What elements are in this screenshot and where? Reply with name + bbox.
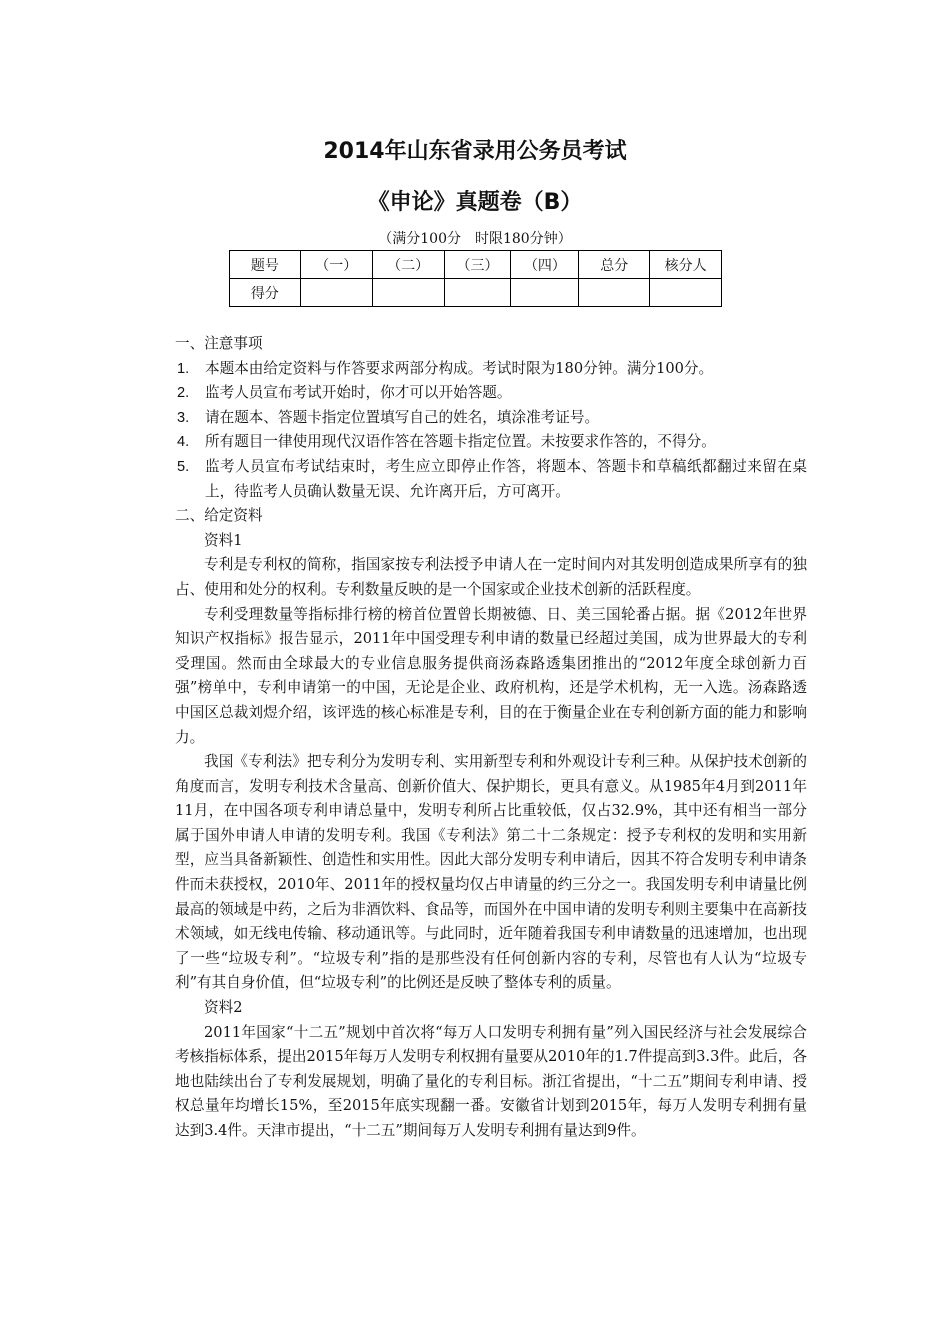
score-header-cell: 核分人 [650, 251, 722, 279]
notes-list [175, 357, 807, 505]
score-cell [300, 279, 372, 307]
score-table-header-row [230, 251, 722, 279]
score-header-cell: 总分 [579, 251, 650, 279]
notes-list-item [175, 406, 807, 431]
score-header-cell: （四） [511, 251, 579, 279]
list-number: 2. [177, 385, 190, 402]
score-cell [650, 279, 722, 307]
list-number: 1. [177, 360, 190, 377]
score-table [229, 250, 722, 307]
score-header-cell: （三） [444, 251, 511, 279]
list-text: 请在题本、答题卡指定位置填写自己的姓名，填涂准考证号。 [205, 408, 600, 426]
list-text: 所有题目一律使用现代汉语作答在答题卡指定位置。未按要求作答的，不得分。 [205, 433, 716, 451]
score-cell [579, 279, 650, 307]
score-cell [511, 279, 579, 307]
material-1-label: 资料1 [204, 531, 243, 549]
document-subtitle: 《申论》真题卷（B） [367, 190, 583, 215]
notes-list-item [175, 381, 807, 406]
document-title: 2014年山东省录用公务员考试 [323, 139, 627, 164]
section-heading-notes: 一、注意事项 [175, 335, 263, 352]
list-number: 3. [177, 409, 190, 426]
score-cell [444, 279, 511, 307]
score-cell [372, 279, 444, 307]
exam-info: （满分100分 时限180分钟） [378, 231, 572, 247]
list-text: 监考人员宣布考试开始时，你才可以开始答题。 [205, 384, 512, 402]
list-text: 监考人员宣布考试结束时，考生应立即停止作答，将题本、答题卡和草稿纸都翻过来留在桌上，待监考人员确认数量无误、允许离开后，方可离开。 [205, 457, 807, 500]
score-table-score-row [230, 279, 722, 307]
notes-list-item [175, 455, 807, 504]
notes-list-item [175, 357, 807, 382]
notes-list-item [175, 430, 807, 455]
score-header-cell: 题号 [230, 251, 301, 279]
paragraph: 专利受理数量等指标排行榜的榜首位置曾长期被德、日、美三国轮番占据。据《2012年世界知识产权指标》报告显示，2011年中国受理专利申请的数量已经超过美国，成为世界最大的专利受理国。然而由全球最大的专业信息服务提供商汤森路透集团推出的“2012年度全球创新力百强”榜单中，专利申请第一的中国，无论是企业、政府机构，还是学术机构，无一入选。汤森路透中国区总裁刘煜介绍，该评选的核心标准是专利，目的在于衡量企业在专利创新方面的能力和影响力。 [175, 605, 807, 746]
paragraph: 专利是专利权的简称，指国家按专利法授予申请人在一定时间内对其发明创造成果所享有的独占、使用和处分的权利。专利数量反映的是一个国家或企业技术创新的活跃程度。 [175, 556, 807, 598]
material-2-label: 资料2 [204, 999, 243, 1017]
paragraph: 我国《专利法》把专利分为发明专利、实用新型专利和外观设计专利三种。从保护技术创新的角度而言，发明专利技术含量高、创新价值大、保护期长，更具有意义。从1985年4月到2011年11月，在中国各项专利申请总量中，发明专利所占比重较低，仅占32.9%，其中还有相当一部分属于国外申请人申请的发明专利。我国《专利法》第二十二条规定：授予专利权的发明和实用新型，应当具备新颖性、创造性和实用性。因此大部分发明专利申请后，因其不符合发明专利申请条件而未获授权，2010年、2011年的授权量均仅占申请量的约三分之一。我国发明专利申请量比例最高的领域是中药，之后为非酒饮料、食品等，而国外在中国申请的发明专利则主要集中在高新技术领域，如无线电传输、移动通讯等。与此同时，近年随着我国专利申请数量的迅速增加，也出现了一些“垃圾专利”。“垃圾专利”指的是那些没有任何创新内容的专利，尽管也有人认为“垃圾专利”有其自身价值，但“垃圾专利”的比例还是反映了整体专利的质量。 [175, 753, 807, 992]
section-heading-materials: 二、给定资料 [175, 507, 263, 525]
paragraph: 2011年国家“十二五”规划中首次将“每万人口发明专利拥有量”列入国民经济与社会发展综合考核指标体系，提出2015年每万人发明专利权拥有量要从2010年的1.7件提高到3.3件。此后，各地也陆续出台了专利发展规划，明确了量化的专利目标。浙江省提出，“十二五”期间专利申请、授权总量年均增长15%，至2015年底实现翻一番。安徽省计划到2015年，每万人发明专利拥有量达到3.4件。天津市提出，“十二五”期间每万人发明专利拥有量达到9件。 [175, 1023, 807, 1139]
document-body [175, 332, 807, 1144]
score-header-cell: （二） [372, 251, 444, 279]
list-number: 5. [177, 458, 190, 475]
score-row-label: 得分 [230, 279, 301, 307]
list-number: 4. [177, 434, 190, 451]
list-text: 本题本由给定资料与作答要求两部分构成。考试时限为180分钟。满分100分。 [205, 359, 714, 377]
score-header-cell: （一） [300, 251, 372, 279]
